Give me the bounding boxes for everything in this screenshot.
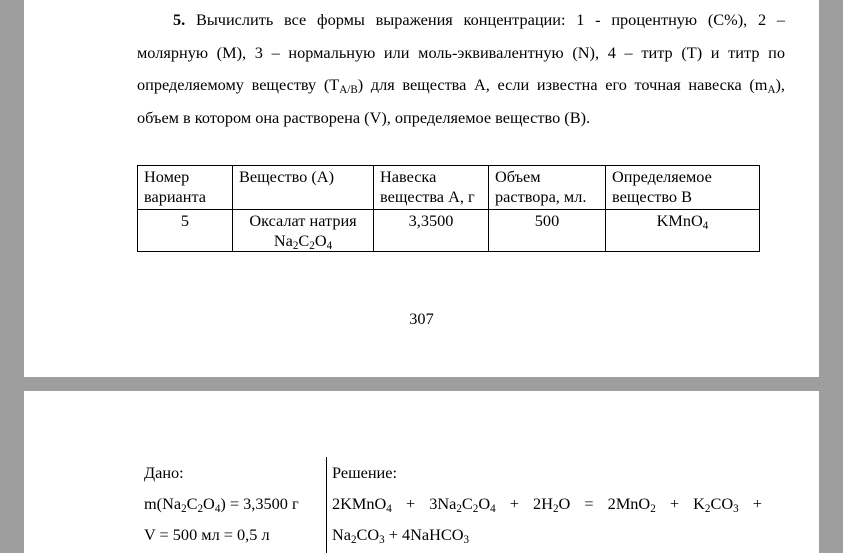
substance-name: Оксалат натрия	[249, 211, 357, 230]
cell-mass: 3,3500	[374, 210, 489, 252]
eq-term: $K_2CO_3$	[693, 494, 739, 515]
task-paragraph: 5. Вычислить все формы выражения концентрации: 1 - процентную (С%), 2 – молярную (М), 3 – нормальную или моль-эквивалентную (N), 4 – титр (Т) и титр по определяемому веществу $(Т_{A/B})$ для вещества А, если известна его точная навеска $(m_A)$, объем в котором она растворена (V), определяемое вещество (В).	[137, 10, 785, 127]
eq-plus: +	[669, 494, 680, 513]
eq-plus: +	[509, 494, 519, 513]
page-number: 307	[409, 309, 434, 328]
eq-term: $2H_2O$	[533, 494, 571, 515]
task-statement	[137, 4, 785, 134]
eq-equals: =	[584, 494, 594, 513]
given-block	[144, 457, 327, 553]
header-variant: Номер варианта	[138, 166, 233, 210]
header-mass: Навеска вещества А, г	[374, 166, 489, 210]
eq-plus: +	[405, 494, 416, 513]
substance-formula: $Na_2C_2O_4$	[273, 231, 333, 252]
variant-table	[137, 165, 760, 252]
table-row	[138, 210, 760, 252]
document-page-1	[24, 0, 819, 377]
reaction-equation-line-2: $Na_2CO_3$ + 4NaHCO$_3$	[332, 525, 470, 546]
given-volume: V = 500 мл = 0,5 л	[144, 525, 270, 544]
header-volume: Объем раствора, мл.	[489, 166, 606, 210]
solution-block	[332, 457, 762, 550]
eq-term: $3Na_2C_2O_4$	[429, 494, 496, 515]
document-page-2	[24, 391, 819, 553]
given-mass: $m(Na_2C_2O_4) = 3,3500$ г	[144, 494, 299, 515]
header-analyte: Определяемое вещество В	[606, 166, 760, 210]
cell-analyte: KMnO$_4$	[606, 210, 760, 252]
solution-title: Решение:	[332, 463, 398, 482]
eq-plus: +	[752, 494, 762, 513]
eq-term: 2MnO$_2$	[607, 494, 656, 515]
cell-substance	[233, 210, 374, 252]
reaction-equation-line-1	[332, 488, 762, 519]
cell-volume: 500	[489, 210, 606, 252]
header-substance: Вещество (А)	[233, 166, 374, 210]
table-header-row	[138, 166, 760, 210]
task-number: 5.	[173, 10, 186, 29]
given-title: Дано:	[144, 463, 184, 482]
cell-variant: 5	[138, 210, 233, 252]
eq-term: 2KMnO$_4$	[332, 494, 392, 515]
